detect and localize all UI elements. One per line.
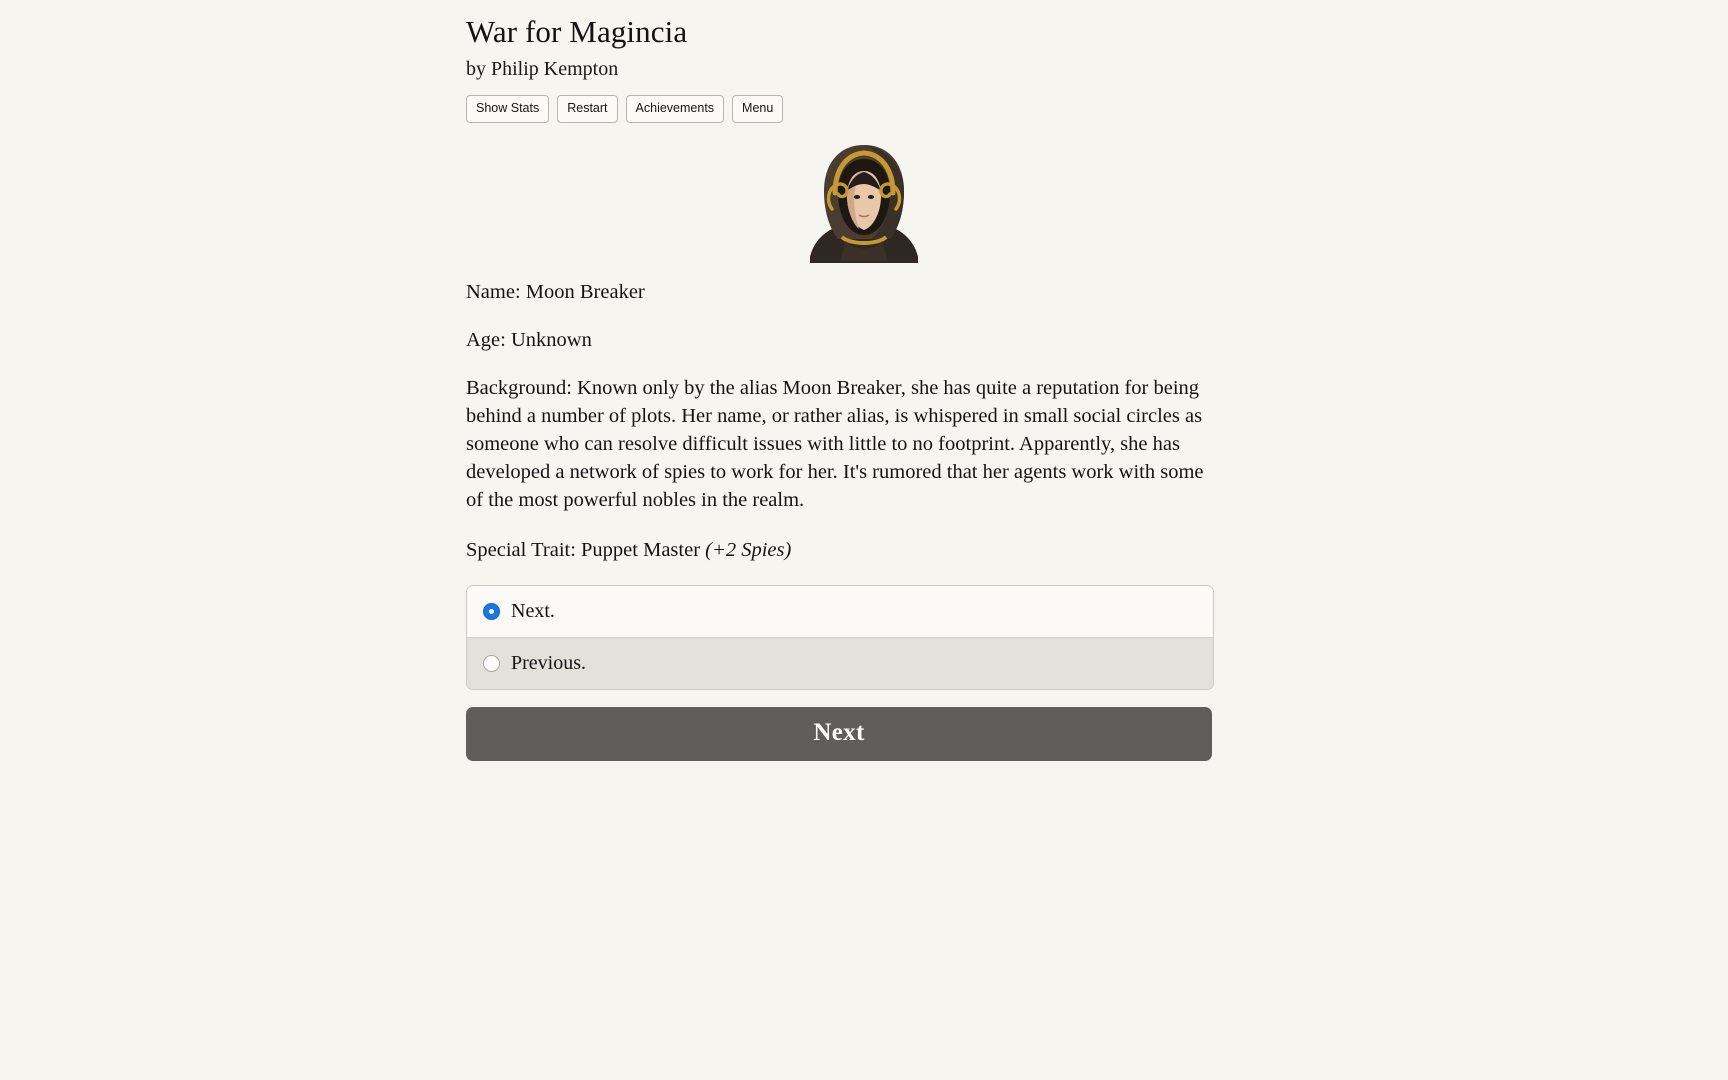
- submit-next-button[interactable]: Next: [466, 707, 1212, 761]
- character-age-line: Age: Unknown: [466, 328, 592, 351]
- menu-button[interactable]: Menu: [732, 95, 783, 123]
- character-trait-line: [466, 537, 1214, 563]
- choice-list: [466, 585, 1214, 690]
- choice-option-previous[interactable]: [467, 637, 1213, 689]
- trait-prefix: Special Trait: Puppet Master: [466, 538, 706, 561]
- trait-bonus: (+2 Spies): [705, 538, 792, 561]
- choice-label-next: Next.: [511, 600, 555, 623]
- achievements-button[interactable]: Achievements: [626, 95, 725, 123]
- character-background-line: Background: Known only by the alias Moon Breaker, she has quite a reputation for being behind a number of plots. Her name, or rather alias, is whispered in small social circles as someone who can resolve difficult issues with little to no footprint. Apparently, she has developed a network of spies to work for her. It's rumored that her agents work with some of the most powerful nobles in the realm.: [466, 377, 1204, 511]
- game-page: [464, 0, 1264, 761]
- choice-option-next[interactable]: [467, 586, 1213, 637]
- author-byline: by Philip Kempton: [466, 58, 619, 80]
- page-title: War for Magincia: [466, 14, 688, 49]
- choice-label-previous: Previous.: [511, 652, 586, 675]
- hooded-woman-portrait-icon: [802, 141, 926, 265]
- restart-button[interactable]: Restart: [557, 95, 617, 123]
- toolbar: [466, 95, 1264, 123]
- show-stats-button[interactable]: Show Stats: [466, 95, 549, 123]
- portrait-container: [464, 141, 1264, 265]
- radio-next[interactable]: [483, 603, 500, 620]
- character-name-line: Name: Moon Breaker: [466, 280, 645, 303]
- radio-previous[interactable]: [483, 655, 500, 672]
